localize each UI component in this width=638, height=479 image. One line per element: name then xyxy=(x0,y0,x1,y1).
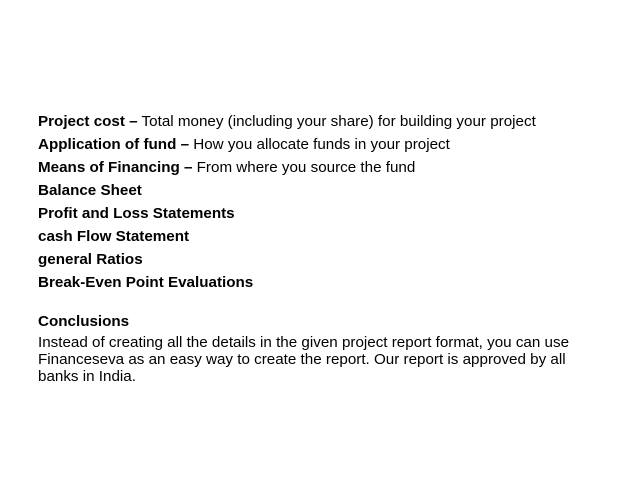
list-item-break-even xyxy=(38,274,598,292)
term-label: Means of Financing – xyxy=(38,159,193,176)
conclusion-title: Conclusions xyxy=(38,313,130,330)
term-description: From where you source the fund xyxy=(192,159,416,176)
term-label: cash Flow Statement xyxy=(38,228,190,245)
list-item-profit-and-loss xyxy=(38,205,598,223)
spacer xyxy=(38,297,598,313)
term-label: Break-Even Point Evaluations xyxy=(38,274,254,291)
list-item-application-of-fund xyxy=(38,136,598,154)
list-item-balance-sheet xyxy=(38,182,598,200)
term-description: How you allocate funds in your project xyxy=(189,136,450,153)
term-label: Application of fund – xyxy=(38,136,190,153)
term-label: Project cost – xyxy=(38,113,138,130)
list-item-project-cost xyxy=(38,113,598,131)
term-label: general Ratios xyxy=(38,251,143,268)
list-item-cash-flow xyxy=(38,228,598,246)
conclusion-body: Instead of creating all the details in the given project report format, you can use Financeseva as an easy way to create the report. Our report is approved by all banks in India. xyxy=(38,334,570,385)
term-label: Profit and Loss Statements xyxy=(38,205,235,222)
content-block xyxy=(38,113,598,385)
list-item-general-ratios xyxy=(38,251,598,269)
term-description: Total money (including your share) for building your project xyxy=(137,113,536,130)
list-item-means-of-financing xyxy=(38,159,598,177)
term-label: Balance Sheet xyxy=(38,182,142,199)
